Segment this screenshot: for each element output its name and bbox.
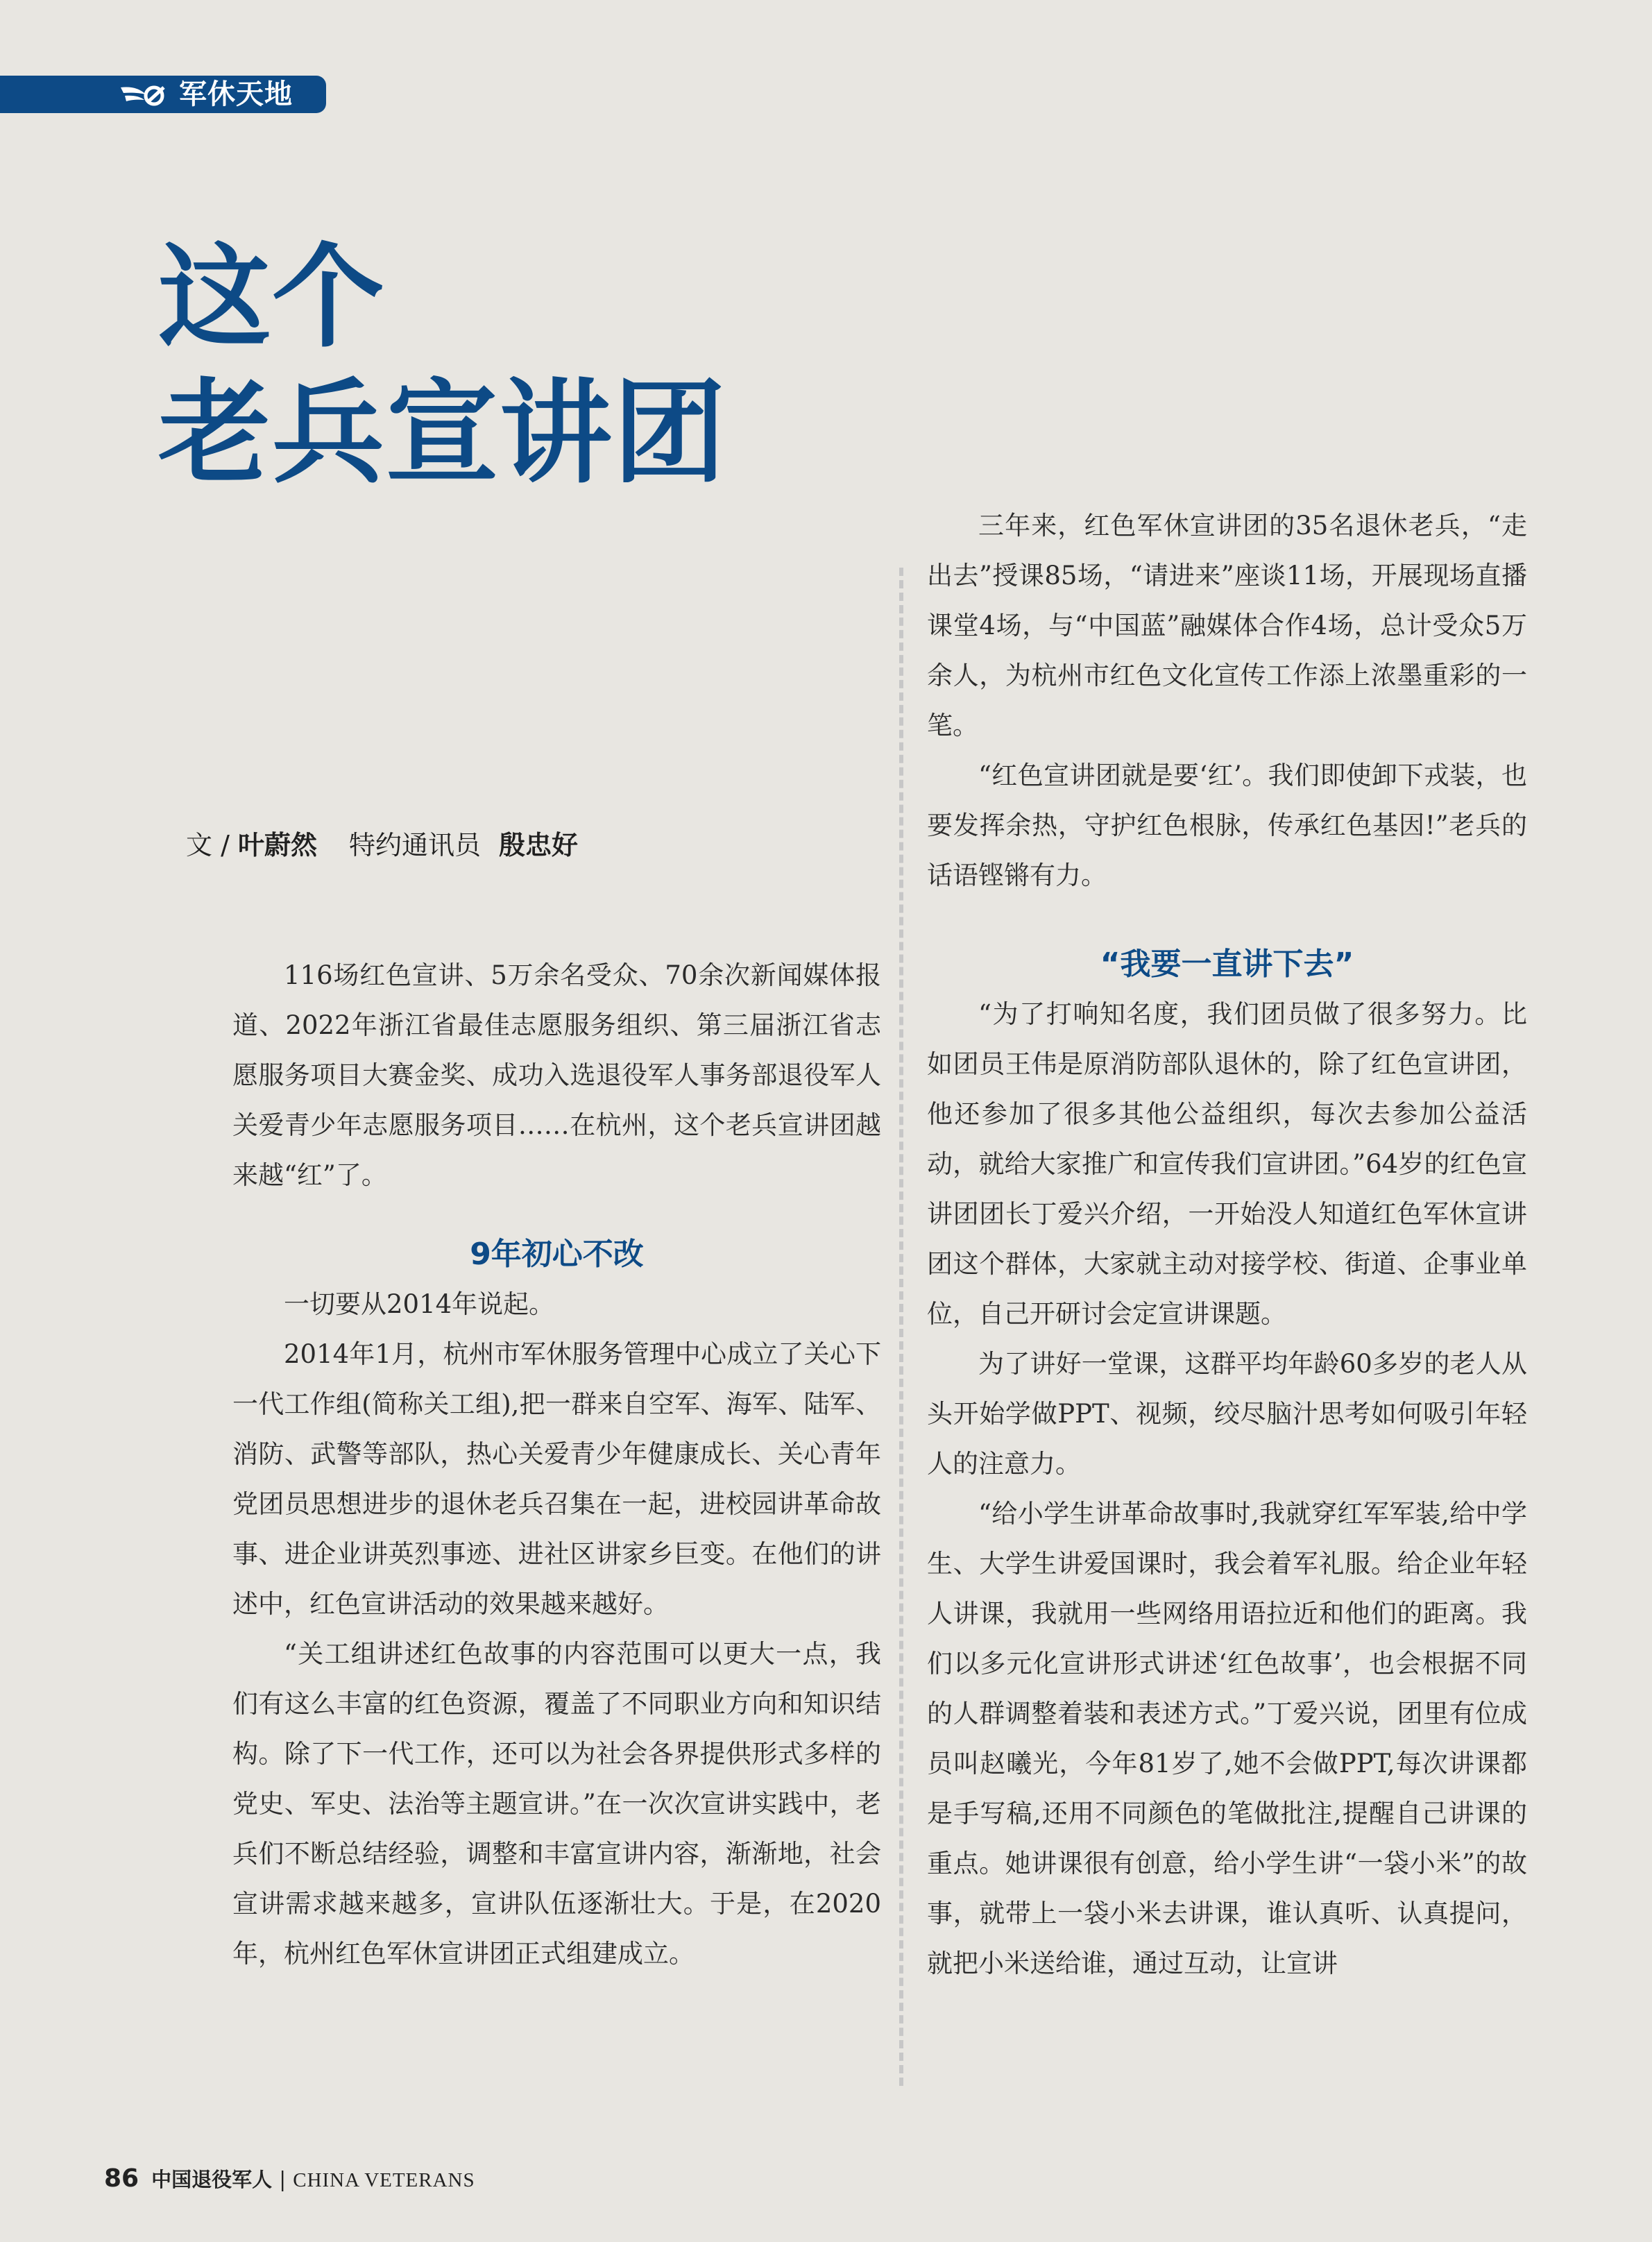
title-line-1: 这个 (158, 231, 386, 363)
byline-role: 特约通讯员 (348, 830, 481, 860)
footer-separator: | (279, 2168, 287, 2192)
section-tab (0, 76, 326, 113)
left-column (232, 951, 881, 1979)
page-footer (104, 2158, 475, 2200)
paragraph: 2014年1月，杭州市军休服务管理中心成立了关心下一代工作组(简称关工组),把一群来自空军、海军、陆军、消防、武警等部队，热心关爱青少年健康成长、关心青年党团员思想进步的退休老兵召集在一起，进校园讲革命故事、进企业讲英烈事迹、进社区讲家乡巨变。在他们的讲述中，红色宣讲活动的效果越来越好。 (232, 1339, 881, 1619)
paragraph: 一切要从2014年说起。 (284, 1289, 555, 1319)
page-number: 86 (104, 2164, 139, 2193)
section-label: 军休天地 (179, 78, 293, 110)
wing-logo-icon (119, 82, 168, 107)
byline-author: 叶蔚然 (237, 830, 317, 860)
paragraph: “红色宣讲团就是要‘红’。我们即使卸下戎装，也要发挥余热，守护红色根脉，传承红色基因!”老兵的话语铿锵有力。 (927, 761, 1527, 890)
byline (186, 826, 578, 865)
paragraph: “给小学生讲革命故事时,我就穿红军军装,给中学生、大学生讲爱国课时，我会着军礼服。给企业年轻人讲课，我就用一些网络用语拉近和他们的距离。我们以多元化宣讲形式讲述‘红色故事’，也会根据不同的人群调整着装和表述方式。”丁爱兴说，团里有位成员叫赵曦光，今年81岁了,她不会做PPT,每次讲课都是手写稿,还用不同颜色的笔做批注,提醒自己讲课的重点。她讲课很有创意，给小学生讲“一袋小米”的故事，就带上一袋小米去讲课，谁认真听、认真提问，就把小米送给谁，通过互动，让宣讲 (927, 1499, 1527, 1978)
paragraph: “为了打响知名度，我们团员做了很多努力。比如团员王伟是原消防部队退休的，除了红色宣讲团，他还参加了很多其他公益组织，每次去参加公益活动，就给大家推广和宣传我们宣讲团。”64岁的红色宣讲团团长丁爱兴介绍，一开始没人知道红色军休宣讲团这个群体，大家就主动对接学校、街道、企事业单位，自己开研讨会定宣讲课题。 (927, 999, 1527, 1329)
magazine-name-en: CHINA VETERANS (293, 2169, 475, 2191)
paragraph: 三年来，红色军休宣讲团的35名退休老兵，“走出去”授课85场，“请进来”座谈11场，开展现场直播课堂4场，与“中国蓝”融媒体合作4场，总计受众5万余人，为杭州市红色文化宣传工作添上浓墨重彩的一笔。 (927, 511, 1527, 740)
right-column (927, 501, 1527, 1989)
byline-prefix: 文 / (186, 830, 238, 860)
intro-paragraph: 116场红色宣讲、5万余名受众、70余次新闻媒体报道、2022年浙江省最佳志愿服务组织、第三届浙江省志愿服务项目大赛金奖、成功入选退役军人事务部退役军人关爱青少年志愿服务项目……在杭州，这个老兵宣讲团越来越“红”了。 (232, 960, 881, 1190)
column-divider (899, 568, 903, 2086)
magazine-name-cn: 中国退役军人 (151, 2168, 273, 2191)
section-heading-1: 9年初心不改 (470, 1237, 644, 1272)
byline-contributor: 殷忠好 (499, 830, 579, 860)
section-heading-2: “我要一直讲下去” (1100, 946, 1354, 982)
paragraph: “关工组讲述红色故事的内容范围可以更大一点，我们有这么丰富的红色资源，覆盖了不同职业方向和知识结构。除了下一代工作，还可以为社会各界提供形式多样的党史、军史、法治等主题宣讲。”在一次次宣讲实践中，老兵们不断总结经验，调整和丰富宣讲内容，渐渐地，社会宣讲需求越来越多，宣讲队伍逐渐壮大。于是，在2020年，杭州红色军休宣讲团正式组建成立。 (232, 1639, 881, 1969)
paragraph: 为了讲好一堂课，这群平均年龄60多岁的老人从头开始学做PPT、视频，绞尽脑汁思考如何吸引年轻人的注意力。 (927, 1349, 1527, 1479)
article-title (158, 229, 783, 501)
title-line-2: 老兵宣讲团 (158, 367, 727, 499)
